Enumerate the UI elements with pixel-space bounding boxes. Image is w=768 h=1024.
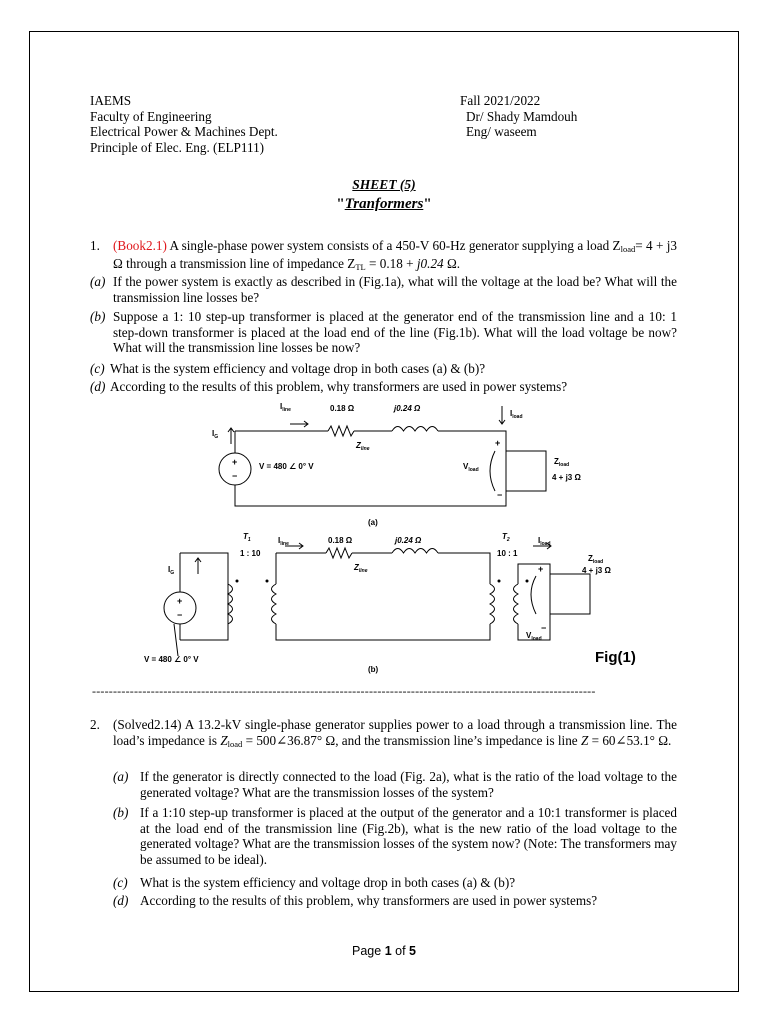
q1-reference: (Book2.1)	[113, 238, 167, 253]
label-i-load-b: $I_{load}$	[538, 536, 551, 547]
svg-text:+: +	[232, 457, 238, 467]
label-x-b: j0.24 Ω	[395, 536, 422, 545]
label-t2: $T_2$	[502, 532, 510, 543]
q1-text: (Book2.1) A single-phase power system consists of a 450-V 60-Hz generator supplying a load Zload= 4 + j3 Ω through a transmission line of impedance ZTL = 0.18 + j0.24 Ω.	[113, 238, 677, 272]
separator-line: ------------------------------------------------------------------------------------------------------------------------	[92, 684, 596, 698]
q1-number: 1.	[90, 238, 100, 253]
svg-text:+: +	[538, 564, 544, 574]
caption-a: (a)	[368, 518, 378, 527]
q2-part-c-label: (c)	[113, 875, 128, 890]
load-box-a	[506, 451, 546, 491]
q1-part-b: Suppose a 1: 10 step-up transformer is placed at the generator end of the transmission line and a 10: 1 step-down transformer is placed at the load end of the line (Fig.1b). What will the load voltage be now? What will the transmission line losses be now?	[113, 309, 677, 356]
header-left	[90, 93, 278, 155]
course-name: Principle of Elec. Eng. (ELP111)	[90, 139, 265, 155]
inductor-b	[392, 549, 438, 554]
label-z-load-val-a: 4 + j3 Ω	[552, 473, 581, 482]
circuit-figure	[140, 396, 640, 676]
q1-part-a-label: (a)	[90, 274, 106, 289]
q2-part-c: What is the system efficiency and voltage drop in both cases (a) & (b)?	[140, 875, 516, 890]
svg-text:−: −	[177, 610, 183, 620]
label-ig-b: $I_G$	[168, 565, 175, 576]
inductor-a	[392, 427, 438, 432]
t2-primary-coil	[490, 584, 495, 624]
total-pages: 5	[409, 944, 416, 958]
label-ig-a: $I_G$	[212, 429, 219, 440]
label-i-line-a: $I_{line}$	[280, 402, 291, 413]
svg-text:−: −	[232, 471, 238, 481]
subtitle-text: Tranformers	[344, 196, 424, 212]
svg-text:+: +	[495, 438, 501, 448]
institute-name: IAEMS	[90, 93, 132, 108]
sheet-subtitle: "Tranformers"	[336, 196, 432, 212]
t1-secondary-coil	[272, 584, 277, 624]
circuit-a-labels	[212, 402, 581, 527]
figure-label: Fig(1)	[595, 649, 636, 666]
q2-part-d-label: (d)	[113, 893, 129, 908]
label-z-load-b: $Z_{load}$	[588, 554, 604, 565]
q2-part-a-label: (a)	[113, 769, 129, 784]
label-t2-ratio: 10 : 1	[497, 549, 518, 558]
svg-text:−: −	[541, 623, 547, 633]
label-source-b: V = 480 ∠ 0° V	[144, 655, 199, 664]
svg-text:+: +	[177, 596, 183, 606]
label-v-load-b: $V_{load}$	[526, 631, 542, 642]
load-box-b	[550, 574, 590, 614]
q2-text: (Solved2.14) A 13.2-kV single-phase generator supplies power to a load through a transmission line. The load’s impedance is Zload = 500∠36.87° Ω, and the transmission line’s impedance is line Z = 60∠53.1° Ω.	[113, 717, 677, 749]
current-page: 1	[384, 944, 392, 958]
page-footer: Page 1 of 5	[352, 944, 416, 958]
svg-text:−: −	[497, 490, 503, 500]
label-i-load-a: $I_{load}$	[510, 409, 523, 420]
t1-primary-coil	[228, 584, 233, 624]
q2-part-d: According to the results of this problem, why transformers are used in power systems?	[140, 893, 598, 908]
label-t1-ratio: 1 : 10	[240, 549, 261, 558]
q1-part-d-label: (d)	[90, 379, 106, 394]
label-z-load-val-b: 4 + j3 Ω	[582, 566, 611, 575]
faculty-name: Faculty of Engineering	[90, 108, 212, 124]
label-source-a: V = 480 ∠ 0° V	[259, 462, 314, 471]
semester: Fall 2021/2022	[460, 93, 541, 108]
assistant: Eng/ waseem	[466, 124, 537, 139]
q2-part-b: If a 1:10 step-up transformer is placed at the output of the generator and a 10:1 transformer is placed at the load end of the transmission line (Fig.2b), what is the new ratio of the load voltage to the generated voltage? What are the transmission losses of the system now? (Note: The transformers may be assumed to be ideal).	[140, 805, 677, 867]
label-v-load-a: $V_{load}$	[463, 462, 479, 473]
label-z-line-b: $Z_{line}$	[354, 563, 368, 574]
header-right	[460, 93, 577, 140]
caption-b: (b)	[368, 665, 379, 674]
t2-secondary-coil	[514, 584, 519, 624]
label-r-b: 0.18 Ω	[328, 536, 353, 545]
q1-part-b-label: (b)	[90, 309, 106, 324]
sheet-title: SHEET (5)	[352, 177, 416, 192]
resistor-b	[326, 548, 352, 558]
label-z-line-a: $Z_{line}$	[356, 441, 370, 452]
q2-number: 2.	[90, 717, 100, 732]
label-x-a: j0.24 Ω	[394, 404, 421, 413]
q1-part-c: What is the system efficiency and voltage drop in both cases (a) & (b)?	[110, 361, 486, 376]
instructor: Dr/ Shady Mamdouh	[466, 108, 578, 124]
q1-part-c-label: (c)	[90, 361, 105, 376]
label-r-a: 0.18 Ω	[330, 404, 355, 413]
q2-part-a: If the generator is directly connected to the load (Fig. 2a), what is the ratio of the load voltage to the generated voltage? What are the transmission losses of the system?	[140, 769, 677, 800]
q2-part-b-label: (b)	[113, 805, 129, 820]
resistor-a	[328, 426, 354, 436]
label-t1: $T_1$	[243, 532, 251, 543]
q1-part-d: According to the results of this problem, why transformers are used in power systems?	[110, 379, 568, 394]
department-name: Electrical Power & Machines Dept.	[90, 124, 278, 139]
label-i-line-b: $I_{line}$	[278, 536, 289, 547]
label-z-load-a: $Z_{load}$	[554, 457, 570, 468]
q1-part-a: If the power system is exactly as described in (Fig.1a), what will the voltage at the load be? What will the transmission line losses be?	[113, 274, 677, 305]
